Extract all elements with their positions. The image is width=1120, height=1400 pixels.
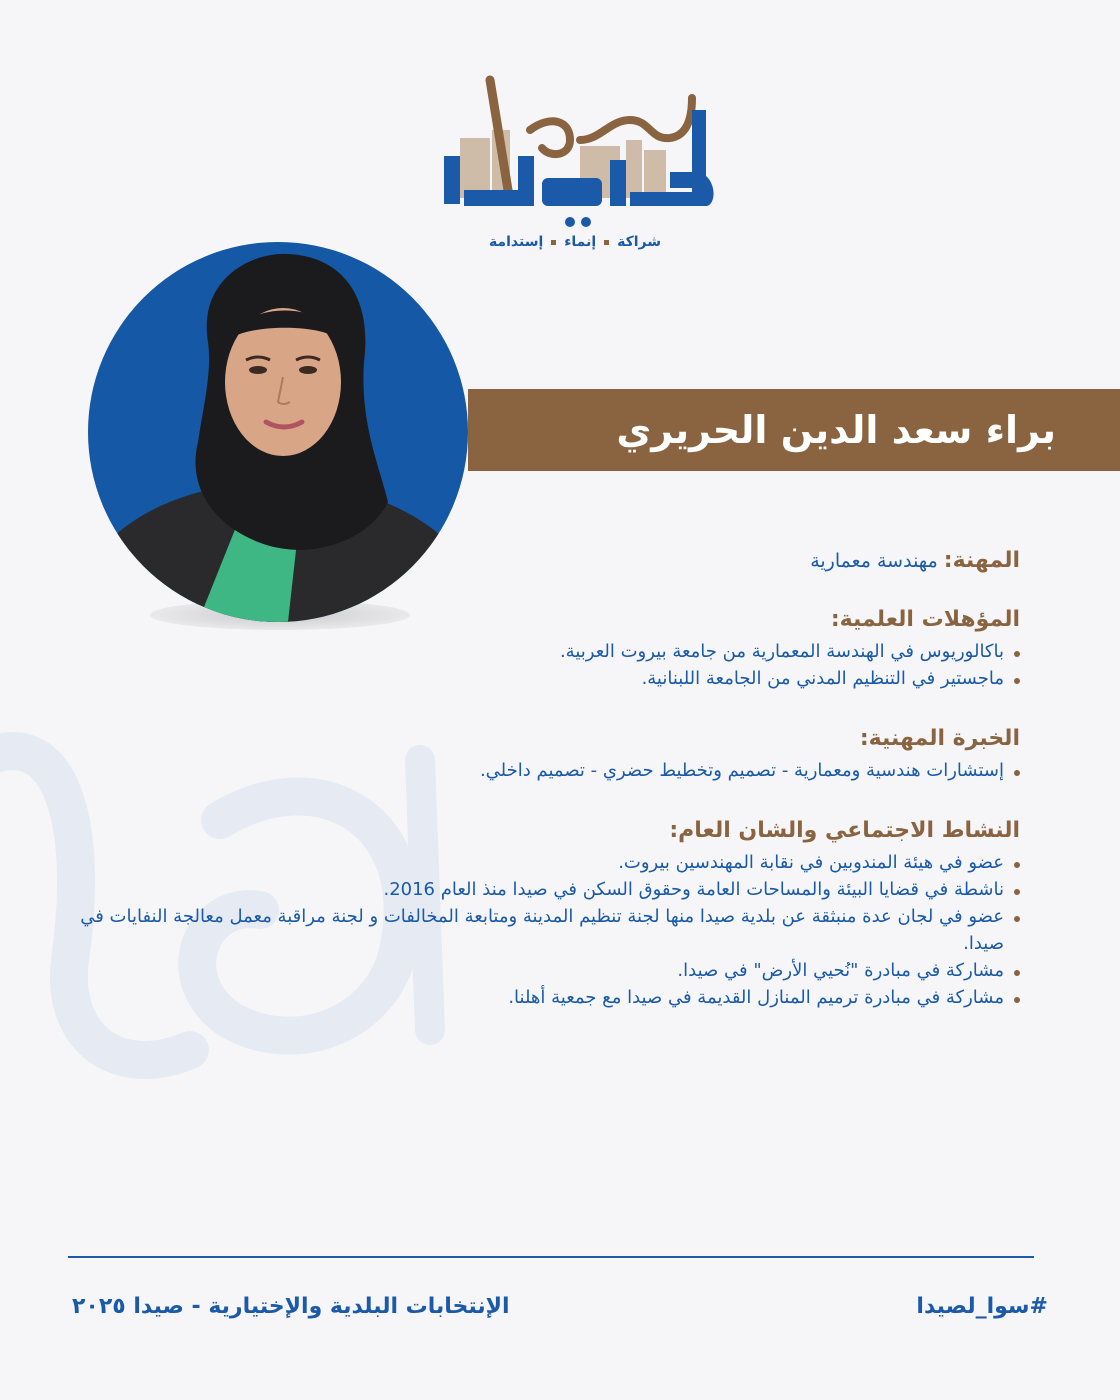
section-title: الخبرة المهنية: [859, 726, 1020, 751]
tagline-dot-icon [604, 240, 609, 245]
profession-value: مهندسة معمارية [810, 550, 938, 572]
section-experience [60, 726, 1020, 784]
profession-label: المهنة: [943, 548, 1020, 573]
list-item: إستشارات هندسية ومعمارية - تصميم وتخطيط حضري - تصميم داخلي. [60, 757, 1020, 784]
list-item: عضو في لجان عدة منبثقة عن بلدية صيدا منها لجنة تنظيم المدينة ومتابعة المخالفات و لجنة مراقبة معمل معالجة النفايات في صيدا. [60, 903, 1020, 957]
qualifications-list [60, 638, 1020, 692]
candidate-details [60, 548, 1020, 1011]
list-item: ناشطة في قضايا البيئة والمساحات العامة وحقوق السكن في صيدا منذ العام 2016. [60, 876, 1020, 903]
list-item: ماجستير في التنظيم المدني من الجامعة اللبنانية. [60, 665, 1020, 692]
section-title: النشاط الاجتماعي والشان العام: [669, 818, 1020, 843]
list-item: باكالوريوس في الهندسة المعمارية من جامعة بيروت العربية. [60, 638, 1020, 665]
section-title: المؤهلات العلمية: [830, 607, 1020, 632]
campaign-logo [430, 60, 720, 260]
list-item: مشاركة في مبادرة "نُحيي الأرض" في صيدا. [60, 957, 1020, 984]
footer-divider [68, 1256, 1034, 1258]
section-qualifications [60, 607, 1020, 692]
profession-line [60, 548, 1020, 573]
activities-list [60, 849, 1020, 1011]
experience-list [60, 757, 1020, 784]
name-banner [468, 389, 1120, 471]
footer-hashtag: #سوا_لصيدا [916, 1294, 1048, 1319]
candidate-name: براء سعد الدين الحريري [616, 408, 1056, 452]
tagline-word: إنماء [564, 234, 597, 250]
footer-election-text: الإنتخابات البلدية والإختيارية - صيدا ٢٠٢٥ [72, 1294, 510, 1319]
tagline-dot-icon [551, 240, 556, 245]
tagline-word: إستدامة [488, 234, 544, 250]
list-item: عضو في هيئة المندوبين في نقابة المهندسين بيروت. [60, 849, 1020, 876]
list-item: مشاركة في مبادرة ترميم المنازل القديمة في صيدا مع جمعية أهلنا. [60, 984, 1020, 1011]
tagline-word: شراكة [617, 234, 662, 250]
section-activities [60, 818, 1020, 1011]
logo-tagline [470, 234, 680, 250]
